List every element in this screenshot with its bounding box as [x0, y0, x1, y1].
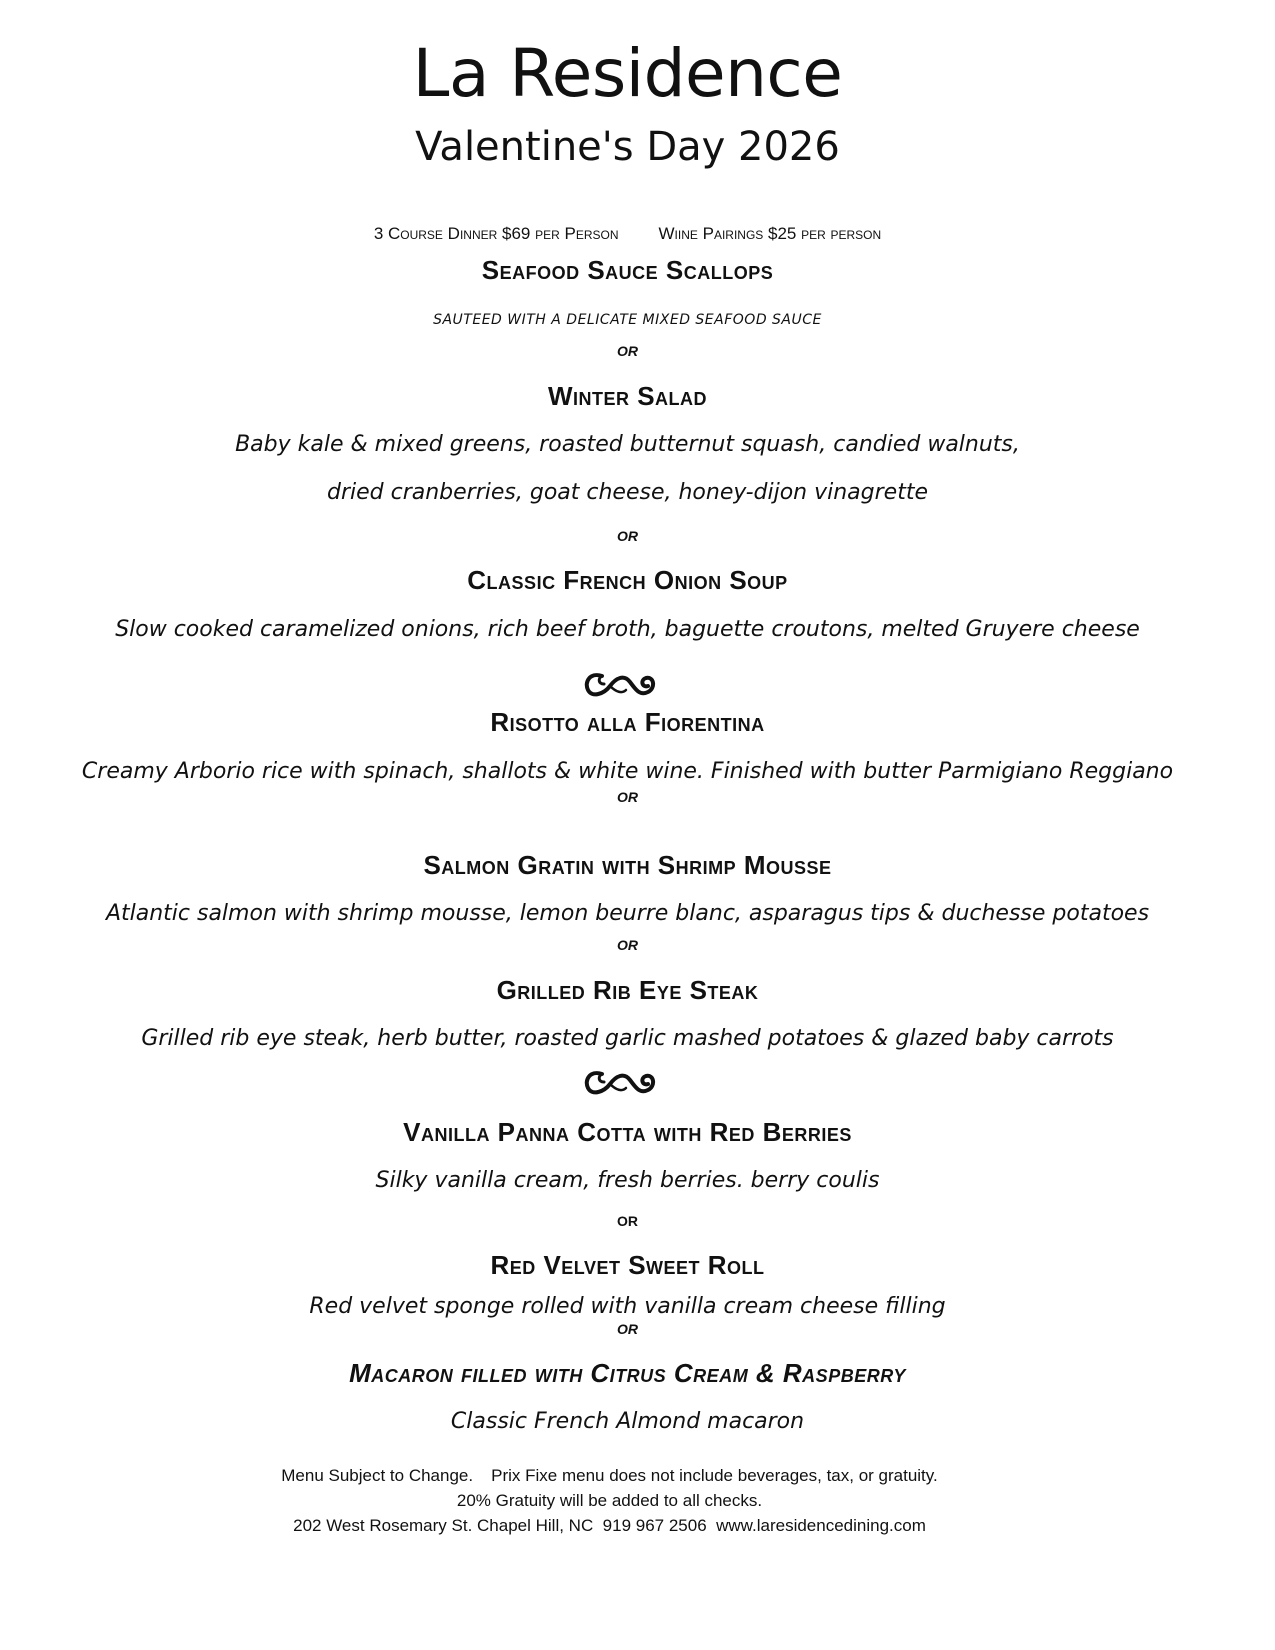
dish-name: Macaron filled with Citrus Cream & Raspberry: [349, 1358, 906, 1388]
dish-description: Creamy Arborio rice with spinach, shallots & white wine. Finished with butter Parmigiano Reggiano: [81, 759, 1174, 784]
dish-description: Red velvet sponge rolled with vanilla cream cheese filling: [309, 1294, 946, 1319]
dish-name: Winter Salad: [547, 381, 708, 411]
dish-description: Atlantic salmon with shrimp mousse, lemon beurre blanc, asparagus tips & duchesse potatoes: [105, 901, 1150, 926]
or-separator: OR: [617, 528, 638, 544]
wine-pairing-price: Wiine Pairings $25 per person: [658, 224, 882, 243]
flourish-divider-icon: [580, 668, 660, 700]
dinner-price: 3 Course Dinner $69 per Person: [373, 224, 619, 243]
dish-description: Silky vanilla cream, fresh berries. berry coulis: [375, 1168, 880, 1193]
footer-address: 202 West Rosemary St. Chapel Hill, NC 919 967 2506 www.laresidencedining.com: [293, 1516, 926, 1535]
dish-description: dried cranberries, goat cheese, honey-dijon vinagrette: [326, 480, 928, 505]
footer-prix-fixe: Prix Fixe menu does not include beverages, tax, or gratuity.: [491, 1466, 938, 1485]
dish-name: Vanilla Panna Cotta with Red Berries: [403, 1117, 852, 1147]
pricing-line: [0, 222, 1255, 246]
flourish-divider-icon: [580, 1066, 660, 1098]
footer-gratuity: 20% Gratuity will be added to all checks.: [456, 1491, 763, 1510]
restaurant-name: La Residence: [412, 35, 843, 112]
or-separator: OR: [617, 1321, 638, 1337]
dish-name: Seafood Sauce Scallops: [481, 255, 774, 285]
dish-name: Red Velvet Sweet Roll: [490, 1250, 765, 1280]
dish-name: Risotto alla Fiorentina: [490, 707, 765, 737]
dish-name: Salmon Gratin with Shrimp Mousse: [423, 850, 832, 880]
footer-notice: Menu Subject to Change.: [281, 1466, 474, 1485]
dish-description: Grilled rib eye steak, herb butter, roasted garlic mashed potatoes & glazed baby carrots: [141, 1026, 1114, 1051]
footer-notice-line: [0, 1464, 1237, 1488]
or-separator: OR: [617, 789, 638, 805]
dish-description: Slow cooked caramelized onions, rich beef broth, baguette croutons, melted Gruyere cheese: [115, 617, 1140, 642]
event-title: Valentine's Day 2026: [415, 124, 840, 170]
dish-description: Classic French Almond macaron: [450, 1409, 805, 1434]
dish-description: SAUTEED WITH A DELICATE MIXED SEAFOOD SAUCE: [433, 312, 822, 328]
or-separator: OR: [617, 343, 638, 359]
or-separator: OR: [617, 937, 638, 953]
or-separator: OR: [617, 1213, 638, 1229]
dish-name: Grilled Rib Eye Steak: [496, 975, 759, 1005]
dish-name: Classic French Onion Soup: [467, 565, 788, 595]
dish-description: Baby kale & mixed greens, roasted butternut squash, candied walnuts,: [235, 432, 1020, 457]
